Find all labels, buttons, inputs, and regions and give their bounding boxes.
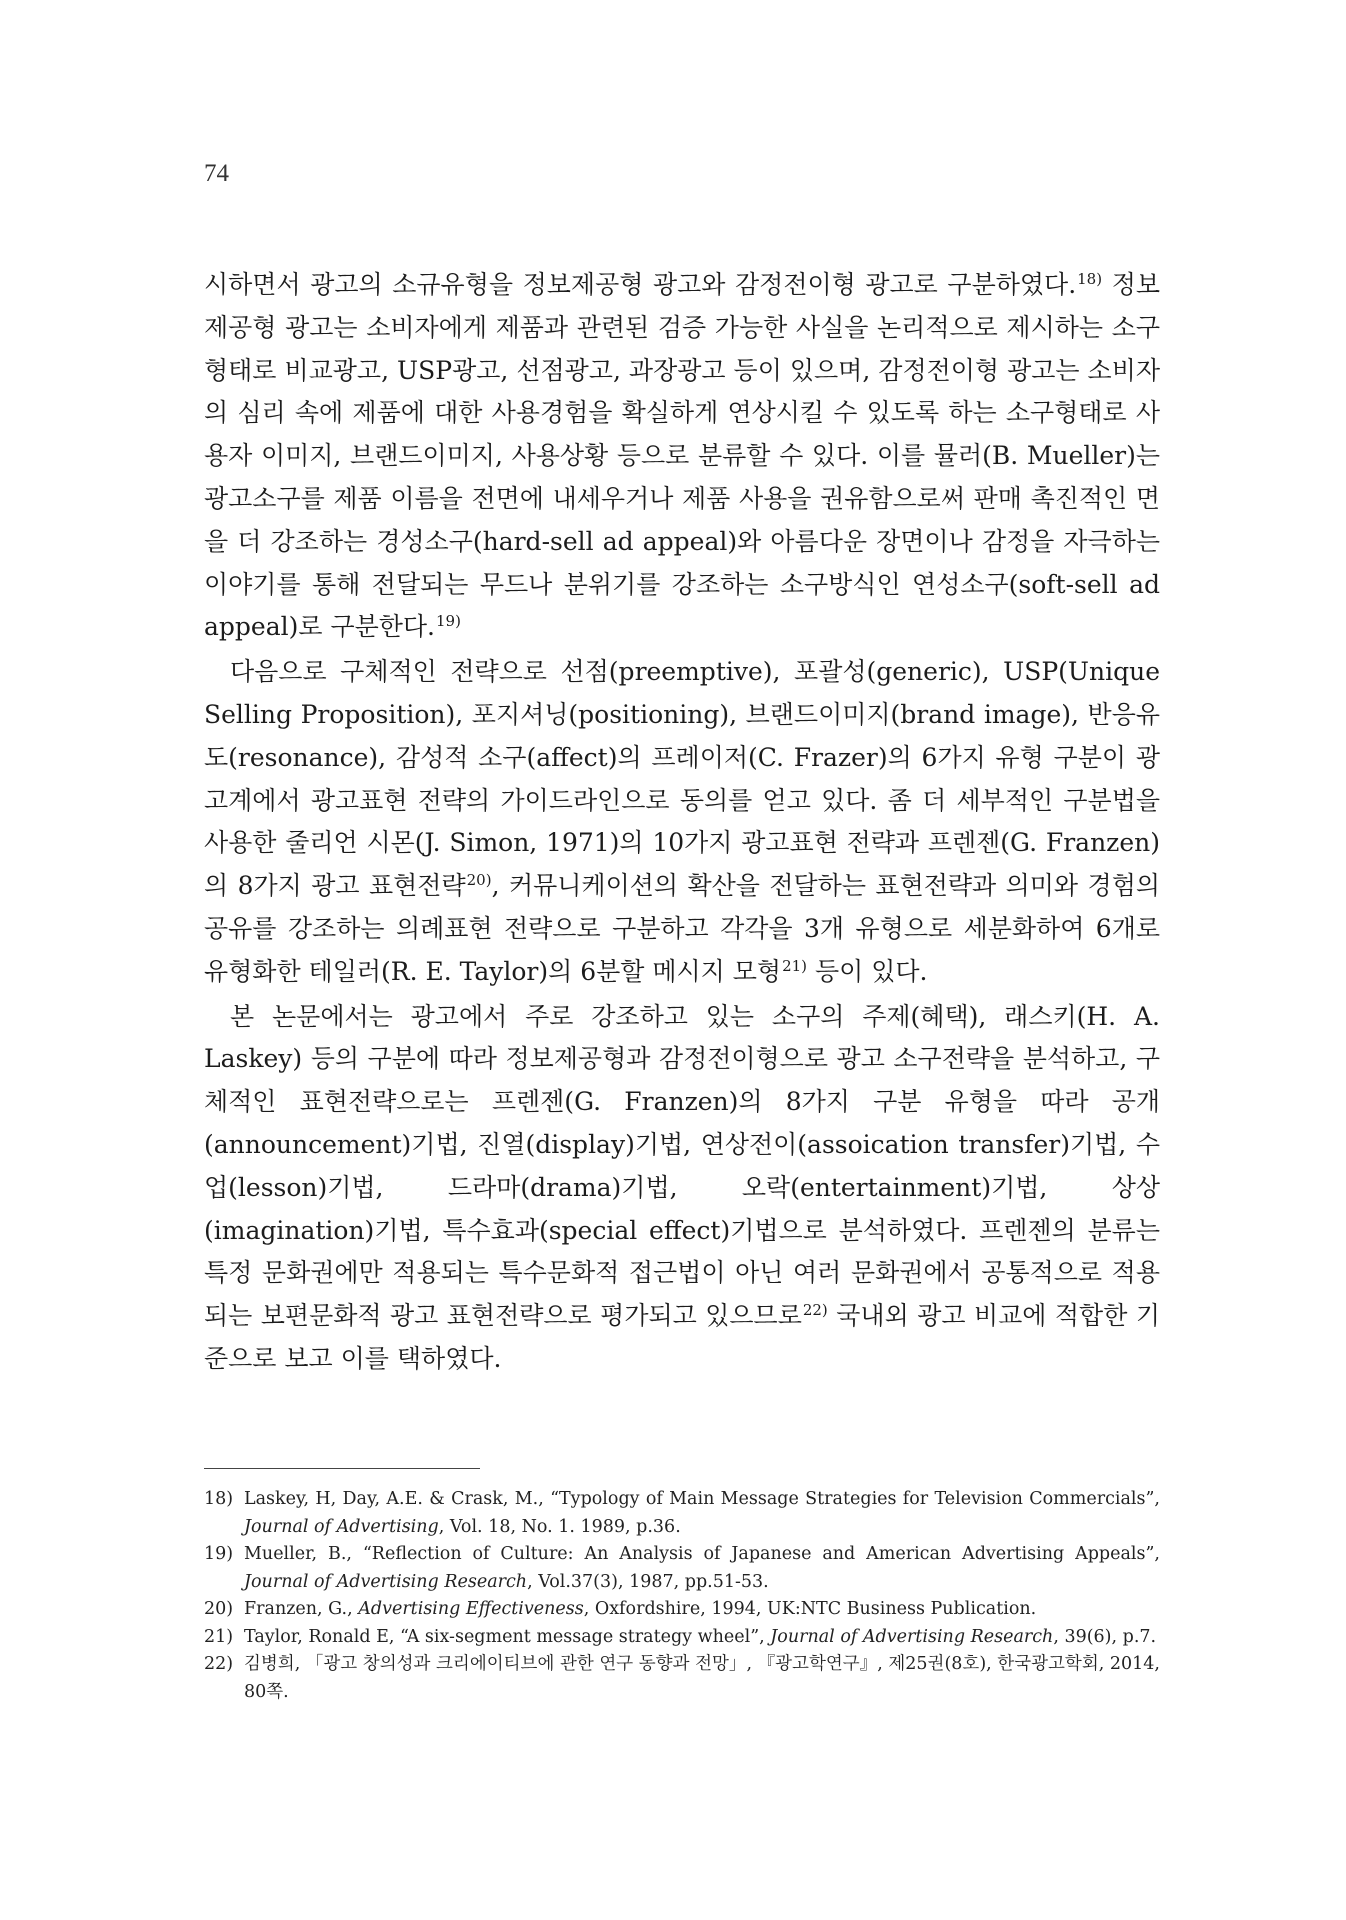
paragraph-text: 본 논문에서는 광고에서 주로 강조하고 있는 소구의 주제(혜택), 래스키(H. A. Laskey) 등의 구분에 따라 정보제공형과 감정전이형으로 광고 소구전략을 분석하고, 구체적인 표현전략으로는 프렌젠(G. Franzen)의 8가지 구분 유형을 따라 공개(announcement)기법, 진열(display)기법, 연상전이(assoication transfer)기법, 수업(lesson)기법, 드라마(drama)기법, 오락(entertainment)기법, 상상(imagination)기법, 특수효과(special effect)기법으로 분석하였다. 프렌젠의 분류는 특정 문화권에만 적용되는 특수문화적 접근법이 아닌 여러 문화권에서 공통적으로 적용되는 보편문화적 광고 표현전략으로 평가되고 있으므로 (204, 1001, 1160, 1331)
footnote (204, 1651, 1160, 1706)
citation-text: 김병희, 「광고 창의성과 크리에이티브에 관한 연구 동향과 전망」, 『광고학연구』, 제25권(8호), 한국광고학회, 2014, 80쪽. (244, 1654, 1160, 1702)
footnote-text (244, 1486, 1160, 1541)
paragraph-text: 다음으로 구체적인 전략으로 선점(preemptive), 포괄성(generic), USP(Unique Selling Proposition), 포지셔닝(positioning), 브랜드이미지(brand image), 반응유도(resonance), 감성적 소구(affect)의 프레이저(C. Frazer)의 6가지 유형 구분이 광고계에서 광고표현 전략의 가이드라인으로 동의를 얻고 있다. 좀 더 세부적인 구분법을 사용한 줄리언 시몬(J. Simon, 1971)의 10가지 광고표현 전략과 프렌젠(G. Franzen)의 8가지 광고 표현전략 (204, 657, 1160, 901)
paragraph-text: 시하면서 광고의 소규유형을 정보제공형 광고와 감정전이형 광고로 구분하였다. (204, 270, 1077, 299)
footnote-text (244, 1624, 1160, 1652)
journal-title: Advertising Effectiveness (358, 1599, 584, 1619)
citation-text: , 39(6), p.7. (1053, 1626, 1157, 1647)
body-text (204, 264, 1160, 1381)
body-paragraph (204, 996, 1160, 1381)
citation-text: Taylor, Ronald E, “A six-segment message strategy wheel”, (244, 1626, 771, 1647)
footnote-reference: 22) (802, 1301, 828, 1320)
footnote-text (244, 1651, 1160, 1706)
footnote-reference: 21) (782, 956, 808, 975)
footnote-reference: 18) (1077, 270, 1103, 288)
paragraph-text: 국내외 광고 비교에 적합한 기준으로 보고 이를 택하였다. (204, 1301, 1160, 1373)
footnote-number: 21) (204, 1626, 234, 1647)
page-number: 74 (204, 160, 229, 187)
footnote-reference: 20) (466, 871, 492, 890)
footnote-text (244, 1541, 1160, 1596)
paragraph-text: , 커뮤니케이션의 확산을 전달하는 표현전략과 의미와 경험의 공유를 강조하는 의례표현 전략으로 구분하고 각각을 3개 유형으로 세분화하여 6개로 유형화한 테일러(R. E. Taylor)의 6분할 메시지 모형 (204, 871, 1160, 986)
citation-text: Franzen, G., (244, 1599, 359, 1619)
footnote (204, 1596, 1160, 1624)
footnote (204, 1486, 1160, 1541)
citation-text: , Vol. 18, No. 1. 1989, p.36. (438, 1516, 681, 1537)
footnote (204, 1624, 1160, 1652)
citation-text: , Oxfordshire, 1994, UK:NTC Business Publication. (583, 1599, 1037, 1619)
journal-title: Journal of Advertising (244, 1516, 439, 1537)
footnote-number: 22) (204, 1654, 234, 1674)
citation-text: , Vol.37(3), 1987, pp.51-53. (527, 1571, 769, 1592)
footnote (204, 1541, 1160, 1596)
footnote-separator (204, 1468, 480, 1469)
footnote-number: 19) (204, 1544, 234, 1564)
footnote-number: 18) (204, 1489, 234, 1509)
footnote-number: 20) (204, 1599, 234, 1619)
journal-title: Journal of Advertising Research (244, 1571, 528, 1592)
footnote-reference: 19) (436, 612, 461, 631)
paragraph-text: 정보제공형 광고는 소비자에게 제품과 관련된 검증 가능한 사실을 논리적으로 제시하는 소구형태로 비교광고, USP광고, 선점광고, 과장광고 등이 있으며, 감정전이형 광고는 소비자의 심리 속에 제품에 대한 사용경험을 확실하게 연상시킬 수 있도록 하는 소구형태로 사용자 이미지, 브랜드이미지, 사용상황 등으로 분류할 수 있다. 이를 뮬러(B. Mueller)는 광고소구를 제품 이름을 전면에 내세우거나 제품 사용을 권유함으로써 판매 촉진적인 면을 더 강조하는 경성소구(hard-sell ad appeal)와 아름다운 장면이나 감정을 자극하는 이야기를 통해 전달되는 무드나 분위기를 강조하는 소구방식인 연성소구(soft-sell ad appeal)로 구분한다. (204, 270, 1160, 642)
footnotes (204, 1486, 1160, 1706)
citation-text: Laskey, H, Day, A.E. & Crask, M., “Typology of Main Message Strategies for Television Commercials”, (244, 1489, 1160, 1509)
journal-title: Journal of Advertising Research (770, 1626, 1054, 1647)
paragraph-text: 등이 있다. (807, 956, 928, 986)
body-paragraph (204, 651, 1160, 993)
body-paragraph (204, 264, 1160, 649)
citation-text: Mueller, B., “Reflection of Culture: An Analysis of Japanese and American Advertising Appeals”, (244, 1544, 1160, 1564)
footnote-text (244, 1596, 1160, 1624)
